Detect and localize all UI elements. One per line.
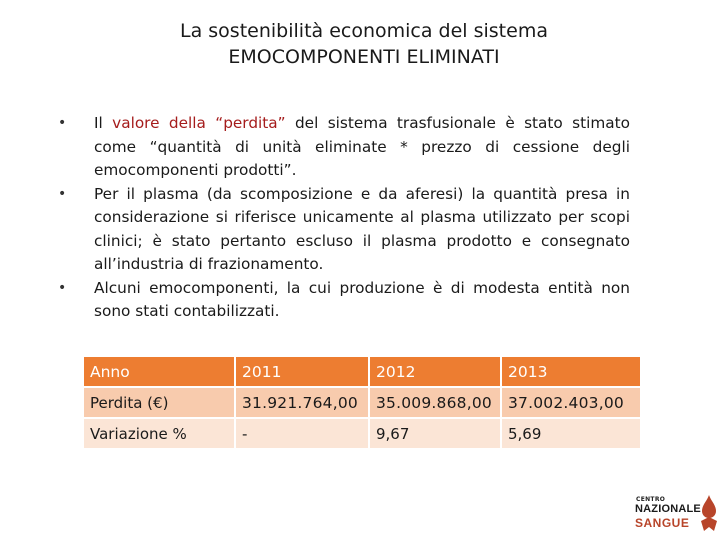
header-cell: Anno xyxy=(84,357,236,388)
header-cell: 2012 xyxy=(370,357,502,388)
row-label: Variazione % xyxy=(84,419,236,450)
bullet-item xyxy=(58,183,630,277)
logo-line3: SANGUE xyxy=(635,516,690,530)
bullet-item xyxy=(58,112,630,183)
table-cell: 35.009.868,00 xyxy=(370,388,502,419)
header-cell: 2011 xyxy=(236,357,370,388)
row-label: Perdita (€) xyxy=(84,388,236,419)
header-cell: 2013 xyxy=(502,357,640,388)
blood-drop-figure-icon xyxy=(698,493,720,533)
bullet-text: del sistema trasfusionale è stato stimato come “quantità di unità eliminate * prezzo di cessione degli emocomponenti prodotti”. xyxy=(94,114,630,179)
table-row xyxy=(84,388,640,419)
table-cell: 31.921.764,00 xyxy=(236,388,370,419)
centro-nazionale-sangue-logo xyxy=(628,487,720,540)
table-row xyxy=(84,419,640,450)
logo-line1: CENTRO xyxy=(636,496,666,503)
bullet-list xyxy=(58,112,630,324)
bullet-text: Alcuni emocomponenti, la cui produzione è di modesta entità non sono stati contabilizzati. xyxy=(94,278,630,320)
slide-title xyxy=(0,18,720,70)
table-header-row xyxy=(84,357,640,388)
bullet-text: Per il plasma (da scomposizione e da aferesi) la quantità presa in considerazione si riferisce unicamente al plasma utilizzato per scopi clinici; è stato pertanto escluso il plasma prodotto e consegnato all’industria di frazionamento. xyxy=(94,184,630,273)
table-cell: 9,67 xyxy=(370,419,502,450)
loss-table xyxy=(84,357,640,450)
bullet-item xyxy=(58,277,630,324)
table-cell: 5,69 xyxy=(502,419,640,450)
bullet-highlight: valore della “perdita” xyxy=(112,114,286,132)
logo-line2: NAZIONALE xyxy=(635,503,701,515)
table-cell: 37.002.403,00 xyxy=(502,388,640,419)
slide-title-line2: EMOCOMPONENTI ELIMINATI xyxy=(228,46,500,68)
bullet-text-prefix: Il xyxy=(94,114,113,132)
slide-title-line1: La sostenibilità economica del sistema xyxy=(180,20,548,42)
table-cell: - xyxy=(236,419,370,450)
